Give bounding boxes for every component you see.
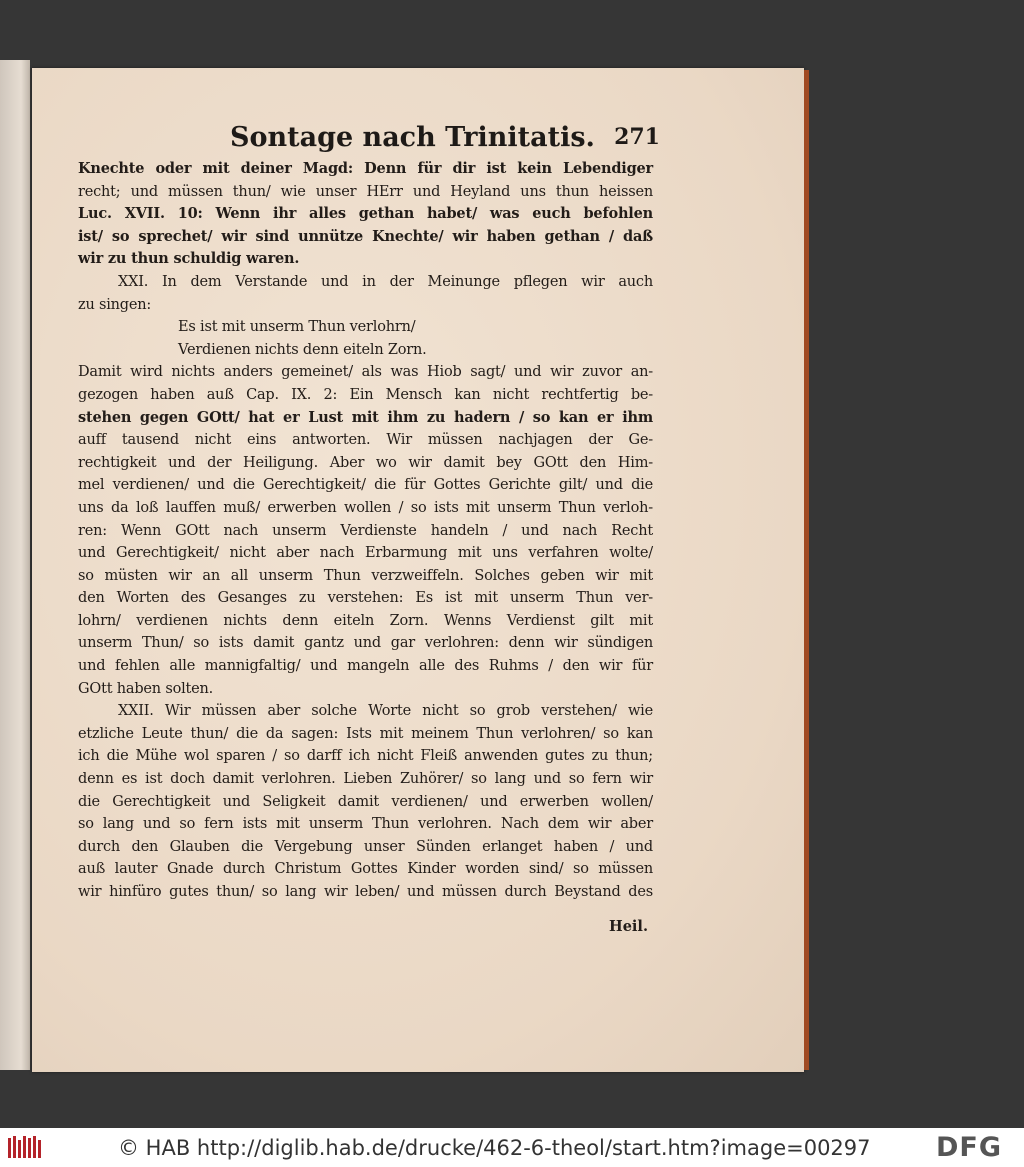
text-line: zu singen: — [78, 296, 152, 313]
catchword: Heil. — [609, 918, 648, 935]
text-line: Knechte oder mit deiner Magd: Denn für dir ist kein Lebendiger — [78, 160, 653, 177]
text-line: die Gerechtigkeit und Seligkeit damit verdienen/ und erwerben wollen/ — [78, 793, 653, 810]
page-header — [230, 122, 660, 158]
text-line: GOtt haben solten. — [78, 680, 214, 697]
text-line: so lang und so fern ists mit unserm Thun verlohren. Nach dem wir aber — [78, 816, 653, 833]
page-red-edge — [804, 70, 809, 1070]
body-text — [78, 158, 653, 904]
text-line: unserm Thun/ so ists damit gantz und gar verlohren: denn wir sündigen — [78, 635, 653, 652]
hab-logo-icon — [6, 1134, 46, 1161]
text-line: ich die Mühe wol sparen / so darff ich nicht Fleiß anwenden gutes zu thun; — [78, 748, 653, 765]
text-line: etzliche Leute thun/ die da sagen: Ists mit meinem Thun verlohren/ so kan — [78, 725, 653, 742]
text-line: ist/ so sprechet/ wir sind unnütze Knechte/ wir haben gethan / daß — [78, 227, 653, 245]
text-line: und fehlen alle mannigfaltig/ und mangeln alle des Ruhms / den wir für — [78, 658, 653, 675]
text-line: lohrn/ verdienen nichts denn eiteln Zorn. Wenns Verdienst gilt mit — [78, 612, 653, 629]
text-line: rechtigkeit und der Heiligung. Aber wo wir damit bey GOtt den Him- — [78, 454, 653, 471]
text-line: mel verdienen/ und die Gerechtigkeit/ die für Gottes Gerichte gilt/ und die — [78, 477, 653, 494]
text-line: ren: Wenn GOtt nach unserm Verdienste handeln / und nach Recht — [78, 522, 653, 539]
text-line: XXI. In dem Verstande und in der Meinunge pflegen wir auch — [118, 273, 653, 290]
previous-page-edge — [0, 60, 30, 1070]
text-line: wir hinfüro gutes thun/ so lang wir leben/ und müssen durch Beystand des — [78, 884, 653, 900]
text-line: uns da loß lauffen muß/ erwerben wollen / so ists mit unserm Thun verloh- — [78, 499, 653, 516]
text-line: Es ist mit unserm Thun verlohrn/ — [178, 319, 416, 336]
dfg-logo: DFG — [936, 1132, 1003, 1163]
text-line: Verdienen nichts denn eiteln Zorn. — [178, 341, 427, 358]
text-line: Luc. XVII. 10: Wenn ihr alles gethan habet/ was euch befohlen — [78, 205, 653, 223]
running-title: Sontage nach Trinitatis. — [230, 122, 595, 153]
text-line: recht; und müssen thun/ wie unser HErr und Heyland uns thun heissen — [78, 183, 653, 200]
text-line: wir zu thun schuldig waren. — [78, 250, 300, 268]
text-line: Damit wird nichts anders gemeinet/ als was Hiob sagt/ und wir zuvor an- — [78, 364, 653, 381]
text-line: und Gerechtigkeit/ nicht aber nach Erbarmung mit uns verfahren wolte/ — [78, 545, 653, 562]
text-line: so müsten wir an all unserm Thun verzweiffeln. Solches geben wir mit — [78, 567, 653, 584]
text-line: denn es ist doch damit verlohren. Lieben Zuhörer/ so lang und so fern wir — [78, 771, 653, 788]
text-line: den Worten des Gesanges zu verstehen: Es ist mit unserm Thun ver- — [78, 590, 653, 607]
text-line: XXII. Wir müssen aber solche Worte nicht so grob verstehen/ wie — [118, 703, 653, 720]
text-line: durch den Glauben die Vergebung unser Sünden erlanget haben / und — [78, 838, 653, 855]
text-line: auff tausend nicht eins antworten. Wir müssen nachjagen der Ge- — [78, 432, 653, 449]
footer-credit[interactable]: © HAB http://diglib.hab.de/drucke/462-6-theol/start.htm?image=00297 — [118, 1136, 871, 1160]
page-number: 271 — [614, 124, 660, 150]
text-line: gezogen haben auß Cap. IX. 2: Ein Mensch kan nicht rechtfertig be- — [78, 386, 653, 403]
text-line: stehen gegen GOtt/ hat er Lust mit ihm zu hadern / so kan er ihm — [78, 408, 653, 426]
text-line: auß lauter Gnade durch Christum Gottes Kinder worden sind/ so müssen — [78, 861, 653, 878]
footer-bar — [0, 1128, 1024, 1167]
